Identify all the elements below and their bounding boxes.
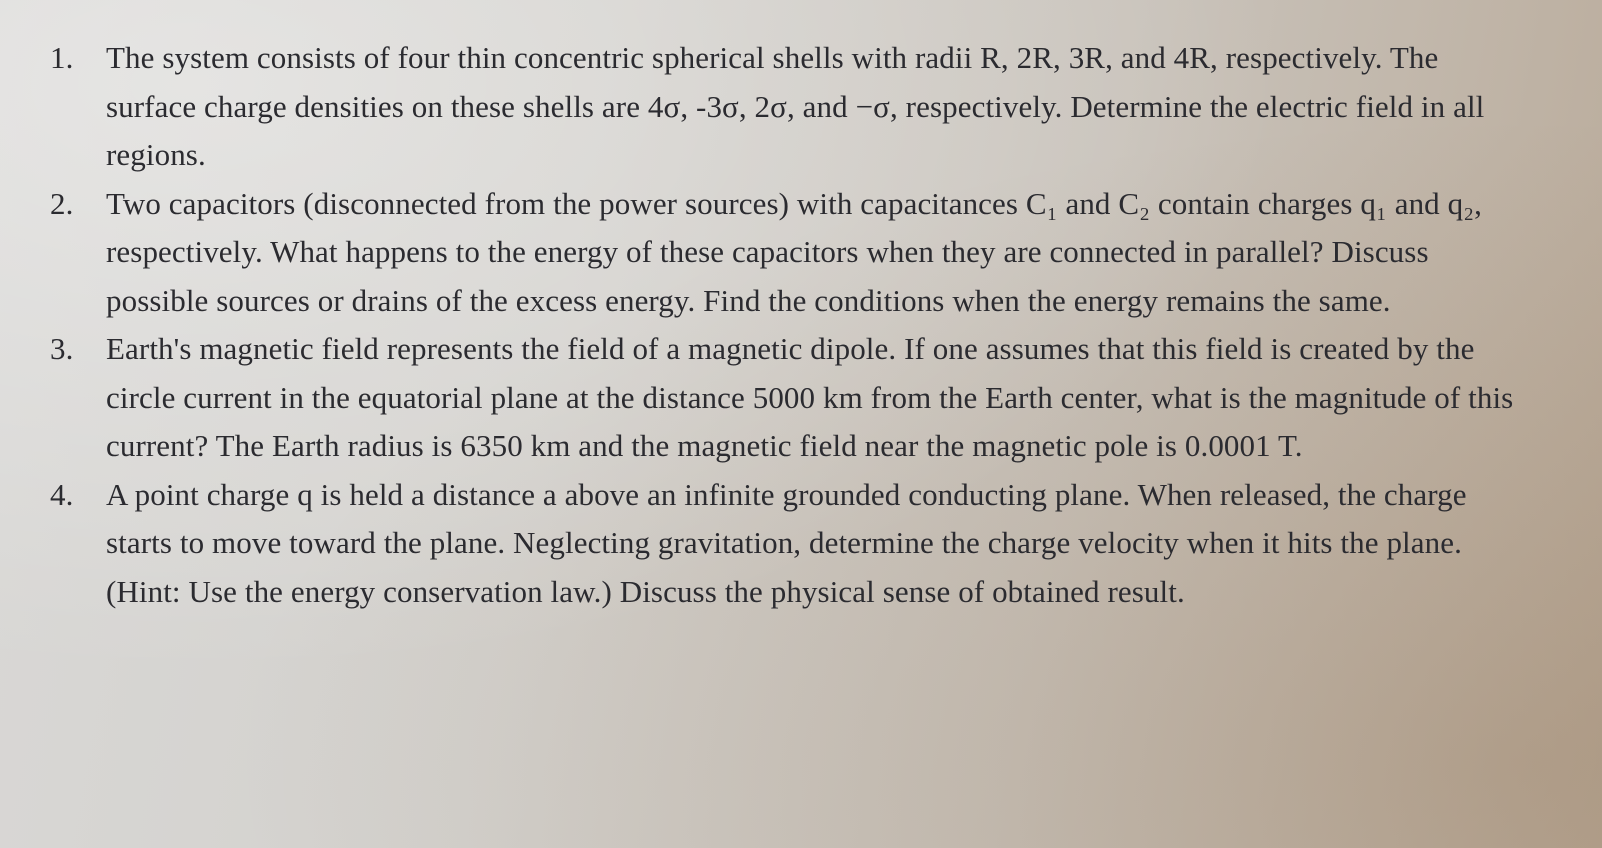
problem-number: 1. bbox=[50, 40, 74, 75]
problem-item-4 bbox=[40, 471, 1532, 617]
problem-text: The system consists of four thin concentric spherical shells with radii R, 2R, 3R, and 4R, respectively. The surface charge densities on these shells are 4σ, -3σ, 2σ, and −σ, respectively. Determine the electric field in all regions. bbox=[106, 40, 1485, 172]
problem-number: 4. bbox=[50, 476, 74, 512]
problem-text: Earth's magnetic field represents the field of a magnetic dipole. If one assumes that this field is created by the circle current in the equatorial plane at the distance 5000 km from the Earth center, what is the magnitude of this current? The Earth radius is 6350 km and the magnetic field near the magnetic pole is 0.0001 T. bbox=[106, 331, 1514, 463]
problem-number: 3. bbox=[50, 331, 74, 366]
problem-list bbox=[40, 34, 1532, 616]
problem-text: A point charge q is held a distance a above an infinite grounded conducting plane. When released, the charge starts to move toward the plane. Neglecting gravitation, determine the charge velocity when it hits the plane. (Hint: Use the energy conservation law.) Discuss the physical sense of obtained result. bbox=[106, 476, 1467, 609]
problem-text: Two capacitors (disconnected from the power sources) with capacitances C₁ and C₂ contain charges q₁ and q₂, respectively. What happens to the energy of these capacitors when they are connected in parallel? Discuss possible sources or drains of the excess energy. Find the conditions when the energy remains the same. bbox=[106, 185, 1482, 318]
problem-item-2 bbox=[40, 180, 1532, 326]
problem-number: 2. bbox=[50, 185, 74, 221]
problem-item-3 bbox=[40, 325, 1532, 471]
problem-item-1 bbox=[40, 34, 1532, 180]
